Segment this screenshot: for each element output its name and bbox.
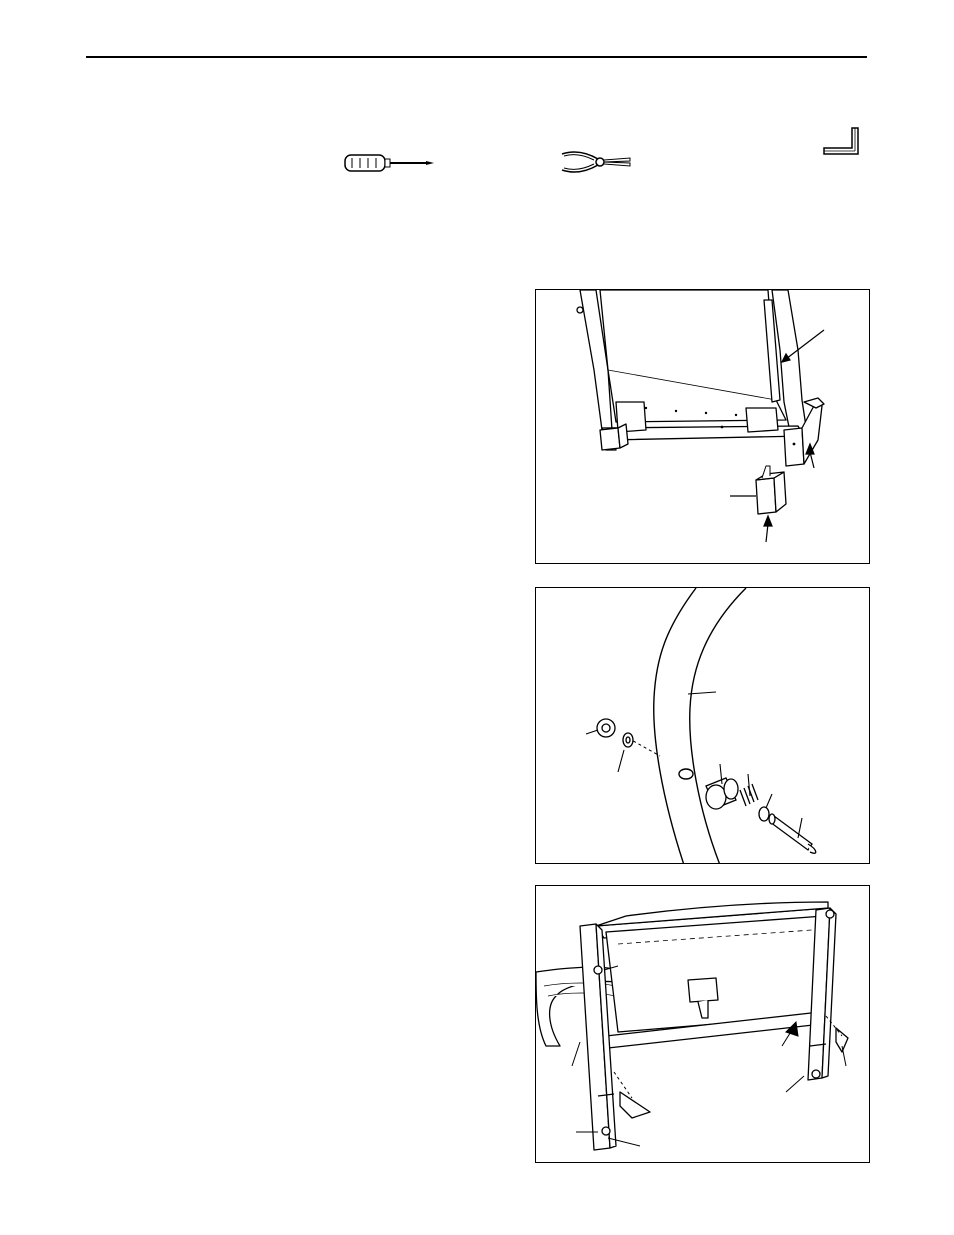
phillips-screwdriver-icon [344,150,438,176]
figure-2-drawing [536,588,870,864]
hex-key-icon [822,126,862,160]
figure-1-panel [535,289,870,564]
figure-3-drawing [536,886,870,1163]
figure-3-panel [535,885,870,1163]
figure-2-panel [535,587,870,864]
needlenose-pliers-icon [560,148,632,176]
figure-1-drawing [536,290,870,564]
header-rule [86,56,867,58]
